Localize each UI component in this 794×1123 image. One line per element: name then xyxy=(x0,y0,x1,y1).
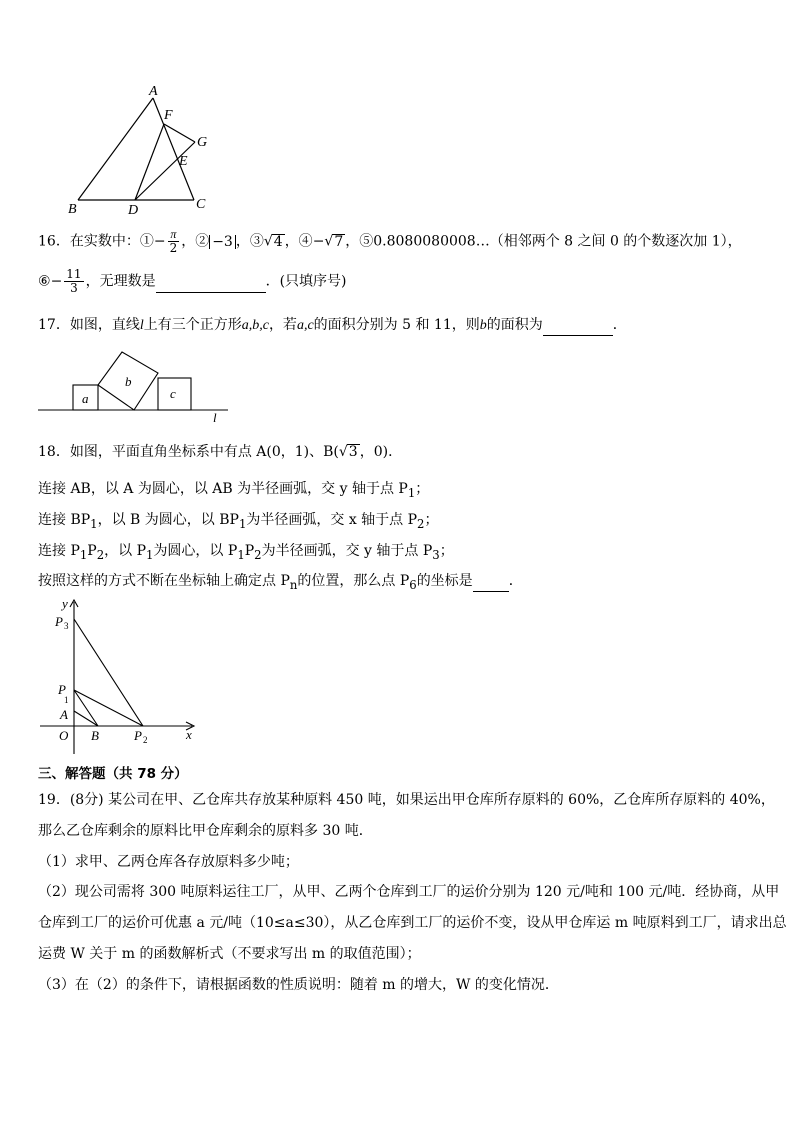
q18-text: ； xyxy=(424,512,439,528)
answer-blank[interactable] xyxy=(543,315,613,336)
q18-text: ，以 P xyxy=(104,543,147,559)
sqrt-icon: √ xyxy=(324,233,334,250)
origin-label: O xyxy=(59,728,69,743)
q16-sep: ，② xyxy=(181,233,210,250)
point-P1-label: P xyxy=(58,682,66,697)
q18-text: 为半径画弧，交 x 轴于点 P xyxy=(246,512,418,528)
q17-text: 的面积为 xyxy=(486,317,543,333)
q18-text: 为圆心，以 P xyxy=(153,543,238,559)
question-19-part2-line1: （2）现公司需将 300 吨原料运往工厂，从甲、乙两个仓库到工厂的运价分别为 120 元/吨和 100 元/吨．经协商，从甲 xyxy=(38,884,780,900)
point-B-label: B xyxy=(91,728,99,743)
q16-text: ⑥ xyxy=(38,273,51,290)
x-axis-label: x xyxy=(186,727,192,742)
coordinate-figure xyxy=(36,594,206,764)
fraction-numerator: π xyxy=(168,228,180,242)
fraction-denominator: 2 xyxy=(169,241,178,255)
q18-text: ； xyxy=(415,481,430,497)
subscript: 1 xyxy=(79,547,88,562)
point-P3-label: P xyxy=(55,614,63,629)
var-ac: a,c xyxy=(296,318,314,333)
question-18-line5 xyxy=(38,571,523,595)
question-18-line1 xyxy=(38,442,402,462)
answer-blank[interactable] xyxy=(156,272,266,293)
label-G: G xyxy=(197,135,208,150)
q18-text: ，0)． xyxy=(359,444,403,460)
question-19-part3: （3）在（2）的条件下，请根据函数的性质说明：随着 m 的增大，W 的变化情况． xyxy=(38,977,559,993)
question-16-line1 xyxy=(38,228,742,255)
q17-text: ，若 xyxy=(268,317,297,333)
var-b: b xyxy=(479,318,487,333)
squares-figure xyxy=(36,348,236,428)
subscript: 1 xyxy=(407,485,416,500)
q18-text: P xyxy=(244,543,255,559)
subscript: 1 xyxy=(146,547,154,562)
question-19-part1: （1）求甲、乙两仓库各存放原料多少吨； xyxy=(38,854,299,870)
answer-blank[interactable] xyxy=(473,571,509,592)
question-18-line2 xyxy=(38,479,429,503)
q18-text: 按照这样的方式不断在坐标轴上确定点 P xyxy=(38,573,290,589)
line-l-label: l xyxy=(213,410,217,425)
triangle-figure xyxy=(60,80,220,220)
minus-sign: − xyxy=(312,233,325,250)
q16-sep: ，③ xyxy=(235,233,264,250)
q16-text: 16．在实数中：① xyxy=(38,233,154,250)
point-P3-sub: 3 xyxy=(64,621,69,631)
question-16-line2 xyxy=(38,268,347,295)
q18-text: P xyxy=(87,543,97,559)
section-heading: 三、解答题（共 78 分） xyxy=(38,766,188,782)
subscript: 1 xyxy=(238,516,247,531)
minus-sign: − xyxy=(50,273,63,290)
square-a-label: a xyxy=(82,391,89,406)
label-C: C xyxy=(196,197,206,212)
q17-text: ． xyxy=(612,317,627,333)
square-b-label: b xyxy=(125,374,132,389)
q16-text: ．(只填序号) xyxy=(265,273,347,290)
label-E: E xyxy=(179,154,188,169)
sqrt-radicand: 4 xyxy=(273,233,283,250)
q18-text: 连接 AB，以 A 为圆心，以 AB 为半径画弧，交 y 轴于点 P xyxy=(38,481,408,497)
question-17 xyxy=(38,315,627,336)
subscript: 2 xyxy=(417,516,425,531)
subscript: 3 xyxy=(432,547,440,562)
q17-text: 上有三个正方形 xyxy=(143,317,242,333)
subscript: 1 xyxy=(90,516,98,531)
q17-text: 的面积分别为 5 和 11，则 xyxy=(313,317,480,333)
var-l: l xyxy=(139,318,144,333)
sqrt-radicand: 3 xyxy=(348,444,358,460)
square-c-label: c xyxy=(170,386,176,401)
q18-text: 连接 P xyxy=(38,543,80,559)
question-18-line3 xyxy=(38,510,438,534)
q16-text: ，⑤0.8080080008…（相邻两个 8 之间 0 的个数逐次加 1）， xyxy=(345,233,742,250)
fraction-denominator: 3 xyxy=(70,281,78,295)
subscript: 6 xyxy=(409,577,417,592)
var-abc: a,b,c xyxy=(241,318,269,333)
question-19-line2: 那么乙仓库剩余的原料比甲仓库剩余的原料多 30 吨． xyxy=(38,823,373,839)
q18-text: ，以 B 为圆心，以 BP xyxy=(97,512,239,528)
point-P1-sub: 1 xyxy=(64,695,69,705)
q18-text: 的坐标是 xyxy=(416,573,473,589)
q16-sep: ，④ xyxy=(284,233,313,250)
q18-text: 的位置，那么点 P xyxy=(297,573,410,589)
absolute-value: −3 xyxy=(209,235,236,249)
question-19-line1: 19．(8分) 某公司在甲、乙仓库共存放某种原料 450 吨，如果运出甲仓库所存原料的 60%，乙仓库所存原料的 40%， xyxy=(38,792,775,808)
label-D: D xyxy=(128,203,139,218)
q18-text: 18．如图，平面直角坐标系中有点 A(0，1)、B( xyxy=(38,444,339,460)
fraction-numerator: 11 xyxy=(66,267,82,281)
fraction-pi-over-2 xyxy=(168,228,180,255)
point-P2-sub: 2 xyxy=(143,735,148,745)
label-B: B xyxy=(68,202,77,217)
minus-sign: − xyxy=(153,233,166,250)
q18-text: 为半径画弧，交 y 轴于点 P xyxy=(261,543,433,559)
subscript: 2 xyxy=(254,547,262,562)
q18-text: 连接 BP xyxy=(38,512,91,528)
question-19-part2-line2: 仓库到工厂的运价可优惠 a 元/吨（10≤a≤30），从乙仓库到工厂的运价不变，设从甲仓库运 m 吨原料到工厂，请求出总 xyxy=(38,915,787,931)
point-P2-label: P xyxy=(134,728,142,743)
question-19-part2-line3: 运费 W 关于 m 的函数解析式（不要求写出 m 的取值范围）； xyxy=(38,946,421,962)
fraction-11-over-3 xyxy=(64,268,83,295)
q18-text: ． xyxy=(508,573,523,589)
q18-text: ； xyxy=(439,543,454,559)
point-A-label: A xyxy=(60,707,68,722)
sqrt-icon: √ xyxy=(263,233,273,250)
label-A: A xyxy=(149,84,158,99)
subscript: 1 xyxy=(237,547,245,562)
sqrt-radicand: 7 xyxy=(334,233,344,250)
question-18-line4 xyxy=(38,541,454,565)
q17-text: 17．如图，直线 xyxy=(38,317,140,333)
sqrt-icon: √ xyxy=(338,444,348,460)
subscript: 2 xyxy=(96,547,105,562)
y-axis-label: y xyxy=(62,596,68,611)
label-F: F xyxy=(164,108,173,123)
q16-text: ，无理数是 xyxy=(85,273,156,290)
subscript: n xyxy=(289,577,298,592)
